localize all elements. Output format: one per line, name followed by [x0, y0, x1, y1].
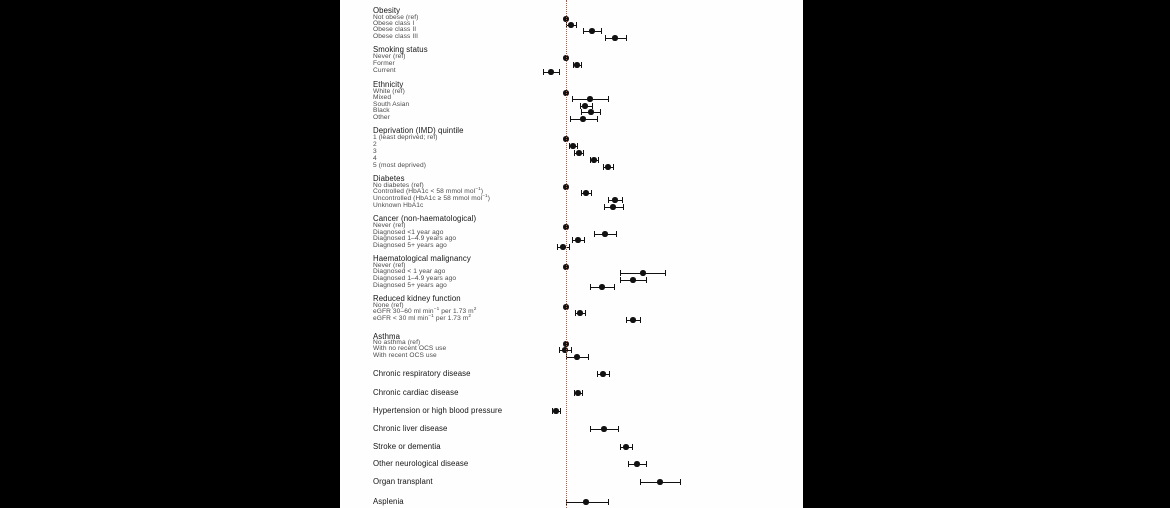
row-label: eGFR 30–60 ml $\min^{-1}$ per 1.73 $m^2$ [373, 306, 477, 315]
row-label: Hypertension or high blood pressure [373, 406, 503, 415]
group-heading-label: Reduced kidney function [373, 294, 461, 303]
row-label: Not obese (ref) [373, 14, 419, 21]
row-label: Chronic liver disease [373, 424, 448, 433]
row-label: 1 (least deprived; ref) [373, 134, 438, 141]
row-label: White (ref) [373, 88, 405, 95]
row-label: Former [373, 60, 395, 67]
reference-line [566, 0, 567, 508]
row-label: Never (ref) [373, 262, 406, 269]
row-label: 5 (most deprived) [373, 162, 427, 169]
row-label: Diagnosed 5+ years ago [373, 242, 447, 249]
row-label: With recent OCS use [373, 352, 437, 359]
row-label: Obese class III [373, 33, 419, 40]
group-heading-label: Deprivation (IMD) quintile [373, 126, 464, 135]
group-heading-label: Diabetes [373, 174, 405, 183]
row-label: 4 [373, 155, 377, 162]
row-label: Organ transplant [373, 477, 433, 486]
row-label: Obese class II [373, 26, 417, 33]
group-heading-label: Ethnicity [373, 80, 404, 89]
row-label: Unknown HbA1c [373, 202, 424, 209]
group-heading-label: Smoking status [373, 45, 428, 54]
row-label: Asplenia [373, 497, 404, 506]
row-label: eGFR < 30 ml $\min^{-1}$ per 1.73 $m^2$ [373, 313, 472, 322]
row-label: 3 [373, 148, 377, 155]
group-heading-label: Obesity [373, 6, 401, 15]
row-label: Diagnosed <1 year ago [373, 229, 444, 236]
row-label: Other [373, 114, 390, 121]
row-label: Other neurological disease [373, 459, 469, 468]
row-label: Black [373, 107, 390, 114]
row-label: Mixed [373, 94, 392, 101]
row-label: Stroke or dementia [373, 442, 441, 451]
row-label: Current [373, 67, 396, 74]
row-label: Chronic cardiac disease [373, 388, 459, 397]
row-label: Obese class I [373, 20, 415, 27]
group-heading-label: Cancer (non-haematological) [373, 214, 477, 223]
row-label: No asthma (ref) [373, 339, 421, 346]
plot-area [340, 0, 803, 508]
group-heading-label: Haematological malignancy [373, 254, 471, 263]
row-label: South Asian [373, 101, 410, 108]
forest-plot-panel [340, 0, 803, 508]
row-label: Uncontrolled (HbA1c ≥ 58 mmol mol$^{-1}$) [373, 193, 491, 202]
row-label: Never (ref) [373, 222, 406, 229]
row-label: Diagnosed 5+ years ago [373, 282, 447, 289]
row-label: Diagnosed 1–4.9 years ago [373, 275, 457, 282]
row-label: Diagnosed < 1 year ago [373, 268, 446, 275]
row-label: No diabetes (ref) [373, 182, 424, 189]
group-heading-label: Asthma [373, 332, 401, 341]
row-label: 2 [373, 141, 377, 148]
row-label: None (ref) [373, 302, 404, 309]
row-label: With no recent OCS use [373, 345, 447, 352]
row-label: Controlled (HbA1c < 58 mmol mol$^{-1}$) [373, 186, 484, 195]
row-label: Chronic respiratory disease [373, 369, 471, 378]
row-label: Diagnosed 1–4.9 years ago [373, 235, 457, 242]
row-label: Never (ref) [373, 53, 406, 60]
